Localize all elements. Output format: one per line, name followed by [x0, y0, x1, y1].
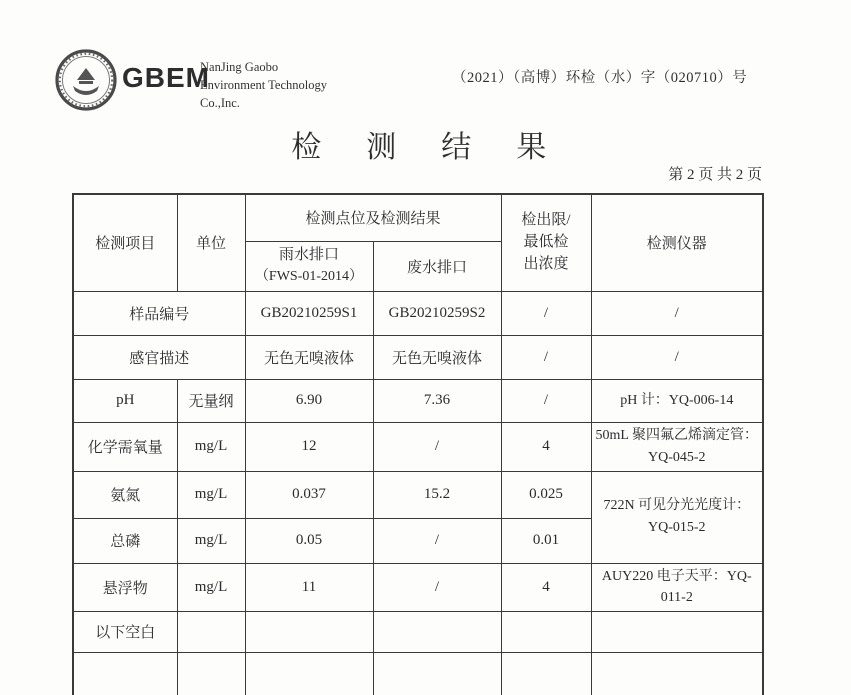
company-seal-icon: [54, 48, 118, 112]
cell-rain-result: [245, 611, 373, 652]
table-row: [73, 422, 763, 471]
cell-limit: /: [501, 379, 591, 422]
cell-rain-result: 0.05: [245, 518, 373, 563]
cell-waste-result: 无色无嗅液体: [373, 335, 501, 379]
cell-instrument: /: [591, 291, 763, 335]
cell-unit: [177, 652, 245, 695]
header-rain-outlet-name: 雨水排口: [278, 246, 339, 263]
header-rain-outlet-code: （FWS-01-2014）: [254, 268, 364, 284]
cell-rain-result: GB20210259S1: [245, 291, 373, 335]
table-row: [73, 379, 763, 422]
cell-rain-result: 11: [245, 563, 373, 611]
cell-unit: mg/L: [177, 471, 245, 518]
brand-acronym: GBEM: [122, 62, 210, 93]
header-unit: 单位: [177, 194, 245, 291]
cell-limit: 0.025: [501, 471, 591, 518]
cell-item: 以下空白: [73, 611, 177, 652]
cell-item: [73, 652, 177, 695]
cell-unit: mg/L: [177, 422, 245, 471]
page-title: 检 测 结 果: [291, 131, 560, 164]
cell-instrument: [591, 611, 763, 652]
company-name-line3: Co.,Inc.: [200, 96, 240, 111]
cell-limit: 0.01: [501, 518, 591, 563]
table-row: [73, 611, 763, 652]
header-item: 检测项目: [73, 194, 177, 291]
cell-unit: mg/L: [177, 563, 245, 611]
header-detection-limit-line3: 出浓度: [523, 255, 569, 272]
cell-rain-result: 0.037: [245, 471, 373, 518]
cell-instrument: pH 计：YQ-006-14: [591, 379, 763, 422]
table-row: [73, 471, 763, 518]
cell-waste-result: 7.36: [373, 379, 501, 422]
cell-unit: mg/L: [177, 518, 245, 563]
page-indicator: 第 2 页 共 2 页: [668, 167, 762, 183]
header-instrument: 检测仪器: [591, 194, 763, 291]
cell-waste-result: [373, 611, 501, 652]
cell-limit: /: [501, 335, 591, 379]
cell-item: 化学需氧量: [73, 422, 177, 471]
company-name: [200, 58, 327, 112]
document-number: （2021）（高博）环检（水）字（020710）号: [452, 70, 748, 86]
cell-limit: 4: [501, 563, 591, 611]
table-row: [73, 563, 763, 611]
cell-limit: [501, 611, 591, 652]
cell-instrument: 50mL 聚四氟乙烯滴定管：YQ-045-2: [591, 422, 763, 471]
header-detection-limit-line1: 检出限/: [521, 212, 571, 229]
header-rain-outlet: [245, 241, 373, 291]
cell-unit: [177, 611, 245, 652]
company-name-line1: NanJing Gaobo: [200, 60, 279, 74]
cell-item: 样品编号: [73, 291, 245, 335]
cell-waste-result: 15.2: [373, 471, 501, 518]
cell-waste-result: GB20210259S2: [373, 291, 501, 335]
company-name-line2: Environment Technology: [200, 78, 327, 93]
table-row: [73, 335, 763, 379]
cell-rain-result: 6.90: [245, 379, 373, 422]
header-detection-limit: [501, 194, 591, 291]
cell-unit: 无量纲: [177, 379, 245, 422]
cell-waste-result: /: [373, 422, 501, 471]
cell-instrument: 722N 可见分光光度计：YQ-015-2: [591, 471, 763, 563]
cell-instrument: [591, 652, 763, 695]
cell-rain-result: [245, 652, 373, 695]
results-table: [72, 193, 764, 695]
cell-item: 感官描述: [73, 335, 245, 379]
cell-item: pH: [73, 379, 177, 422]
cell-waste-result: /: [373, 518, 501, 563]
cell-waste-result: [373, 652, 501, 695]
table-row: [73, 291, 763, 335]
cell-item: 氨氮: [73, 471, 177, 518]
table-row: [73, 652, 763, 695]
cell-instrument: AUY220 电子天平：YQ-011-2: [591, 563, 763, 611]
cell-rain-result: 无色无嗅液体: [245, 335, 373, 379]
cell-instrument: /: [591, 335, 763, 379]
header-detection-limit-line2: 最低检: [523, 233, 569, 250]
cell-limit: 4: [501, 422, 591, 471]
header-waste-outlet: 废水排口: [373, 241, 501, 291]
cell-item: 总磷: [73, 518, 177, 563]
cell-item: 悬浮物: [73, 563, 177, 611]
table-header-row: [73, 194, 763, 241]
cell-waste-result: /: [373, 563, 501, 611]
cell-limit: /: [501, 291, 591, 335]
cell-limit: [501, 652, 591, 695]
header-points-results: 检测点位及检测结果: [245, 194, 501, 241]
cell-rain-result: 12: [245, 422, 373, 471]
